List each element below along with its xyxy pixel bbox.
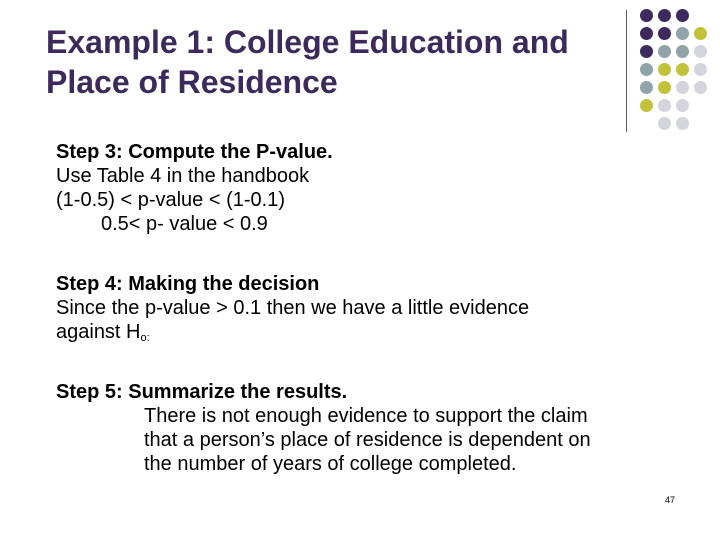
- dot: [658, 63, 671, 76]
- dot: [676, 9, 689, 22]
- dot: [694, 81, 707, 94]
- step4-line-2: [56, 320, 696, 344]
- dot: [676, 45, 689, 58]
- step4-line-2-text: against H: [56, 321, 141, 343]
- dot: [694, 63, 707, 76]
- step4-heading: Step 4: Making the decision: [56, 273, 320, 295]
- step5-line-1: There is not enough evidence to support the claim: [144, 405, 588, 427]
- dot: [676, 117, 689, 130]
- step4-line-1: Since the p-value > 0.1 then we have a little evidence: [56, 297, 530, 319]
- null-hypothesis-subscript: o:: [140, 332, 150, 344]
- step5-line-2: that a person’s place of residence is dependent on: [144, 429, 591, 451]
- dot: [640, 63, 653, 76]
- step5-line-3: the number of years of college completed.: [144, 453, 517, 475]
- dot: [640, 99, 653, 112]
- step3-line-1: Use Table 4 in the handbook: [56, 165, 310, 187]
- step3-line-2: (1-0.5) < p-value < (1-0.1): [56, 189, 285, 211]
- dot: [658, 27, 671, 40]
- dot: [640, 81, 653, 94]
- step5-heading: Step 5: Summarize the results.: [56, 381, 348, 403]
- dot: [658, 9, 671, 22]
- dot: [676, 27, 689, 40]
- step3-heading: Step 3: Compute the P-value.: [56, 141, 333, 163]
- dot: [694, 45, 707, 58]
- dot: [658, 99, 671, 112]
- page-number: 47: [665, 495, 676, 505]
- decorative-dot-grid: [0, 0, 720, 140]
- spacer: [56, 344, 696, 380]
- dot: [658, 117, 671, 130]
- title-line-2: Place of Residence: [46, 64, 338, 100]
- spacer: [56, 236, 696, 272]
- title-line-1: Example 1: College Education and: [46, 24, 569, 60]
- dot: [694, 27, 707, 40]
- dot: [676, 63, 689, 76]
- dot: [658, 45, 671, 58]
- dot: [640, 9, 653, 22]
- dot: [640, 45, 653, 58]
- dot: [640, 27, 653, 40]
- dot: [676, 99, 689, 112]
- slide-body: [56, 140, 696, 476]
- dot: [676, 81, 689, 94]
- dot: [658, 81, 671, 94]
- step3-line-3: 0.5< p- value < 0.9: [101, 213, 268, 235]
